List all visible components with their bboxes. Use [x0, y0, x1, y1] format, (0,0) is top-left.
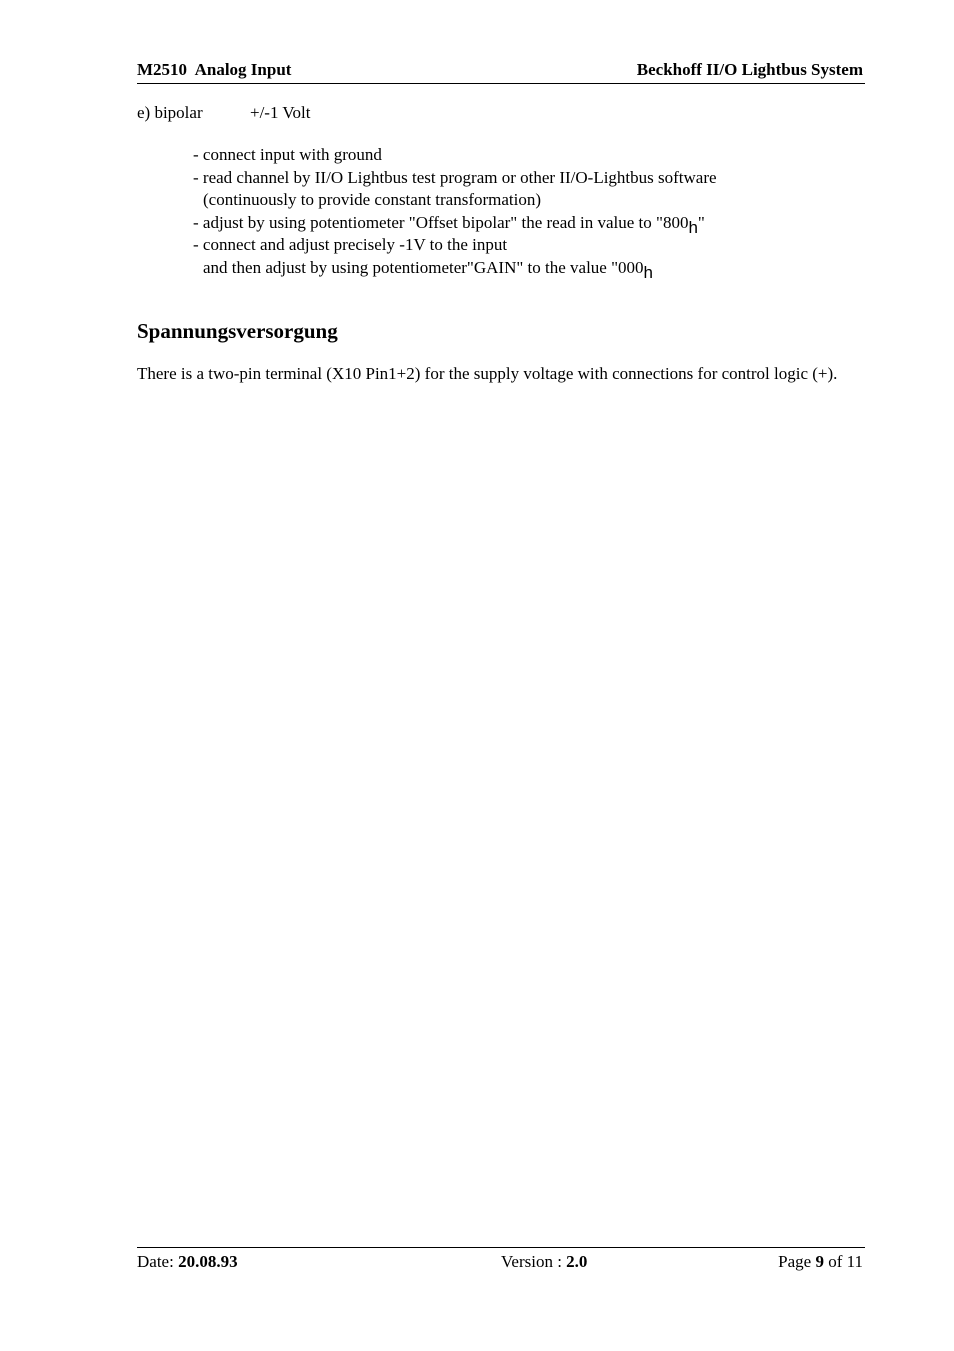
- footer-date-value: 20.08.93: [178, 1252, 238, 1271]
- section-paragraph: There is a two-pin terminal (X10 Pin1+2) for the supply voltage with connections for control logic (+).: [137, 364, 838, 383]
- footer-date: [137, 1252, 238, 1272]
- mode-range: +/-1 Volt: [250, 103, 311, 122]
- hex-suffix: h: [643, 262, 654, 282]
- footer-page-number: 9: [815, 1252, 824, 1271]
- footer-page: [778, 1252, 863, 1272]
- header-system: Beckhoff II/O Lightbus System: [636, 60, 863, 79]
- step-read-channel: - read channel by II/O Lightbus test program or other II/O-Lightbus software: [193, 167, 717, 187]
- mode-line: [137, 103, 311, 123]
- footer-page-label: Page: [778, 1252, 816, 1271]
- mode-label: e) bipolar: [137, 103, 203, 122]
- section-title: Spannungsversorgung: [137, 319, 338, 343]
- step-adjust-offset: [193, 212, 717, 235]
- step-adjust-gain: [193, 257, 717, 280]
- step-read-channel-note: (continuously to provide constant transformation): [203, 190, 542, 209]
- adjustment-steps: [193, 144, 717, 282]
- footer-version: [501, 1252, 587, 1272]
- header-title: M2510 Analog Input: [137, 60, 292, 79]
- footer-version-label: Version :: [501, 1252, 567, 1271]
- hex-suffix: h: [688, 217, 698, 237]
- step-adjust-offset-quote: ": [697, 212, 705, 232]
- footer-page-total: of 11: [823, 1252, 863, 1271]
- page-footer: [137, 1247, 865, 1274]
- footer-version-value: 2.0: [566, 1252, 588, 1271]
- footer-date-label: Date:: [137, 1252, 179, 1271]
- step-adjust-gain-text: and then adjust by using potentiometer"GAIN" to the value "000: [203, 257, 644, 277]
- step-connect-ground: - connect input with ground: [193, 145, 382, 164]
- page-header: [137, 59, 865, 84]
- step-adjust-offset-text: - adjust by using potentiometer "Offset bipolar" the read in value to "800: [193, 212, 689, 232]
- step-connect-minus-1v: - connect and adjust precisely -1V to the input: [193, 235, 508, 254]
